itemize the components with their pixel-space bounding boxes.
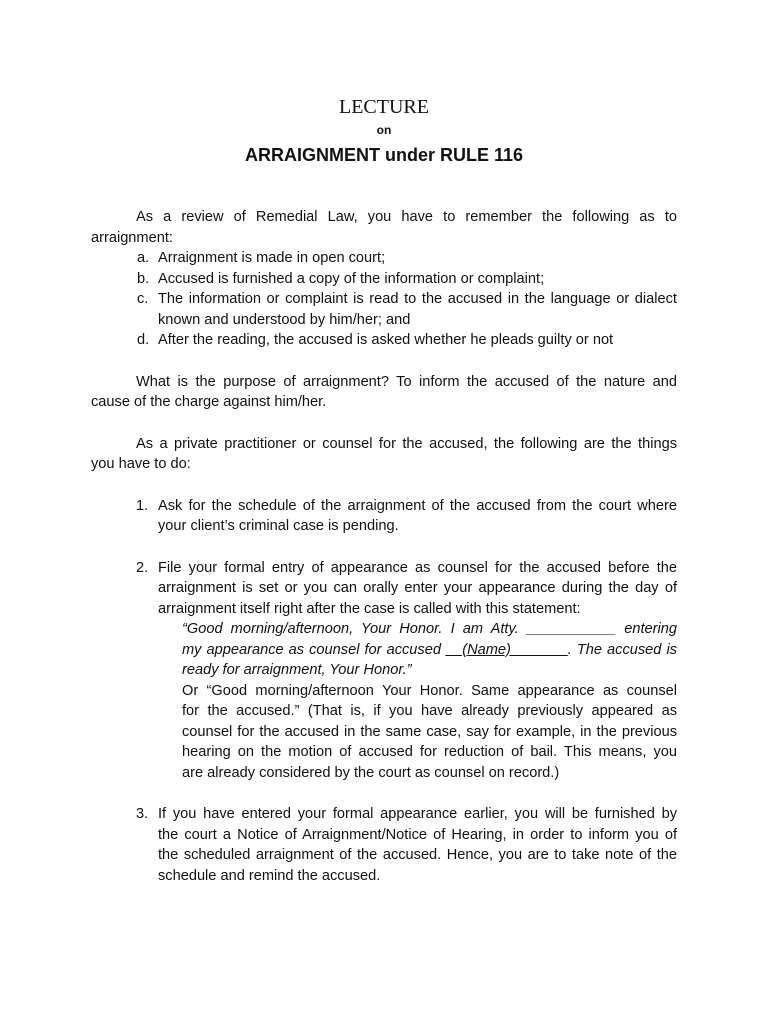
step-text: arraignment itself right after the case is called with this statement: (158, 600, 581, 617)
requirements-list (91, 248, 677, 351)
quote-text: my appearance as counsel for accused (182, 641, 447, 658)
step-marker: 1. (136, 497, 149, 514)
list-item-text: Accused is furnished a copy of the information or complaint; (158, 270, 545, 287)
step-2 (91, 558, 677, 620)
steps-list-3 (91, 804, 677, 886)
list-item-text: known and understood by him/her; and (158, 311, 411, 328)
appearance-quote-line-1 (91, 619, 677, 640)
list-item (91, 330, 677, 351)
practitioner-line-1: As a private practitioner or counsel for the accused, the following are the things (136, 435, 677, 452)
purpose-line-1: What is the purpose of arraignment? To inform the accused of the nature and (136, 373, 677, 390)
step-marker: 2. (136, 559, 149, 576)
step-marker: 3. (136, 806, 149, 822)
step-text: schedule and remind the accused. (158, 867, 381, 884)
purpose-line-2: cause of the charge against him/her. (91, 394, 327, 410)
step-text: File your formal entry of appearance as counsel for the accused before the (158, 559, 677, 576)
list-item (91, 269, 677, 290)
list-item (91, 289, 677, 330)
same-appearance-line-2: for the accused.” (That is, if you have already previously appeared as (182, 703, 677, 719)
same-appearance-line-5: are already considered by the court as counsel on record.) (182, 764, 560, 781)
step-text: If you have entered your formal appearance earlier, you will be furnished by (158, 806, 677, 822)
list-marker: d. (137, 332, 150, 348)
document-body (91, 207, 677, 886)
same-appearance-line-3: counsel for the accused in the same case, say for example, in the previous (182, 723, 677, 740)
step-text: arraignment is set or you can orally enter your appearance during the day of (158, 580, 677, 596)
quote-text: entering (616, 621, 678, 637)
step-1 (91, 496, 677, 537)
step-text: Ask for the schedule of the arraignment of the accused from the court where (158, 497, 677, 514)
appearance-quote-line-2 (91, 640, 677, 661)
same-appearance-line-4: hearing on the motion of accused for reduction of bail. This means, you (182, 744, 677, 760)
practitioner-line-2: you have to do: (91, 456, 191, 472)
list-item-text: The information or complaint is read to the accused in the language or dialect (158, 291, 677, 307)
page-subtitle: ARRAIGNMENT under RULE 116 (244, 145, 524, 165)
list-item (91, 248, 677, 269)
list-item-text: Arraignment is made in open court; (158, 250, 386, 266)
steps-list-2 (91, 558, 677, 620)
same-appearance-line-1: Or “Good morning/afternoon Your Honor. Same appearance as counsel (182, 682, 677, 699)
list-marker: b. (137, 270, 150, 287)
page-title: LECTURE (339, 96, 429, 118)
intro-line-2: arraignment: (91, 229, 173, 246)
appearance-quote-line-3: ready for arraignment, Your Honor.” (182, 662, 412, 678)
step-3 (91, 804, 677, 886)
steps-list (91, 496, 677, 537)
accused-name-blank: __(Name)_______ (446, 641, 568, 658)
attorney-name-blank: ___________ (526, 621, 617, 637)
step-text: your client’s criminal case is pending. (158, 518, 399, 534)
step-text: the court a Notice of Arraignment/Notice of Hearing, in order to inform you of (158, 826, 677, 843)
title-connector: on (376, 123, 392, 137)
intro-line-1: As a review of Remedial Law, you have to remember the following as to (136, 209, 677, 225)
quote-text: . The accused is (567, 641, 677, 658)
list-item-text: After the reading, the accused is asked whether he pleads guilty or not (158, 332, 614, 348)
list-marker: c. (137, 291, 149, 307)
list-marker: a. (137, 250, 150, 266)
step-text: the scheduled arraignment of the accused. Hence, you are to take note of the (158, 847, 677, 863)
quote-text: “Good morning/afternoon, Your Honor. I am Atty. (182, 621, 527, 637)
